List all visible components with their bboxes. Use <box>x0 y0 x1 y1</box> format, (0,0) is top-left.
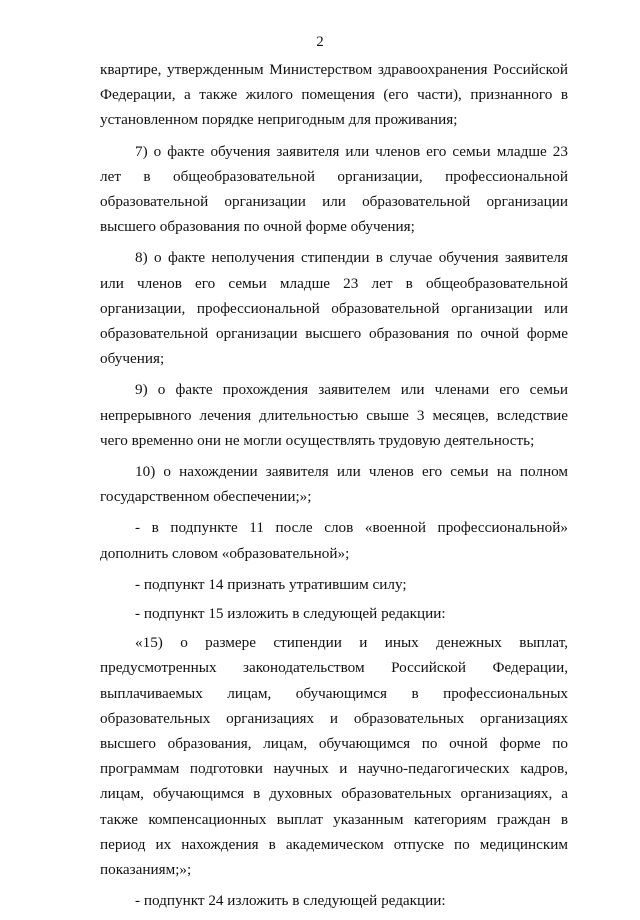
document-body <box>100 57 568 920</box>
paragraph-item-7: 7) о факте обучения заявителя или членов его семьи младше 23 лет в общеобразовательной организации, профессиональной образовательной организации или образовательной организации высшего образования по очной форме обучения; <box>100 142 568 236</box>
paragraph-item-9: 9) о факте прохождения заявителем или членами его семьи непрерывного лечения длительностью свыше 3 месяцев, вследствие чего временно они не могли осуществлять трудовую деятельность; <box>100 381 568 449</box>
paragraph-continuation: квартире, утвержденным Министерством здравоохранения Российской Федерации, а также жилого помещения (его части), признанного в установленном порядке непригодным для проживания; <box>100 61 568 129</box>
paragraph-quote-15: «15) о размере стипендии и иных денежных выплат, предусмотренных законодательством Российской Федерации, выплачиваемых лицам, обучающимся в профессиональных образовательных организациях и образовательных организациях высшего образования, лицам, обучающимся по очной форме по программам подготовки научных и научно-педагогических кадров, лицам, обучающимся в духовных образовательных организациях, а также компенсационных выплат указанным категориям граждан в период их нахождения в академическом отпуске по медицинским показаниям;»; <box>100 634 568 879</box>
page-number: 2 <box>316 34 324 50</box>
paragraph-subitem-15: - подпункт 15 изложить в следующей редакции: <box>135 605 446 623</box>
paragraph-subitem-14: - подпункт 14 признать утратившим силу; <box>135 575 407 593</box>
paragraph-item-10: 10) о нахождении заявителя или членов его семьи на полном государственном обеспечении;»; <box>100 463 568 506</box>
paragraph-subitem-11: - в подпункте 11 после слов «военной профессиональной» дополнить словом «образовательной»; <box>100 519 568 562</box>
paragraph-subitem-24: - подпункт 24 изложить в следующей редакции: <box>135 892 446 910</box>
paragraph-item-8: 8) о факте неполучения стипендии в случае обучения заявителя или членов его семьи младше 23 лет в общеобразовательной организации, профессиональной образовательной организации или образовательной организации высшего образования по очной форме обучения; <box>100 249 568 368</box>
